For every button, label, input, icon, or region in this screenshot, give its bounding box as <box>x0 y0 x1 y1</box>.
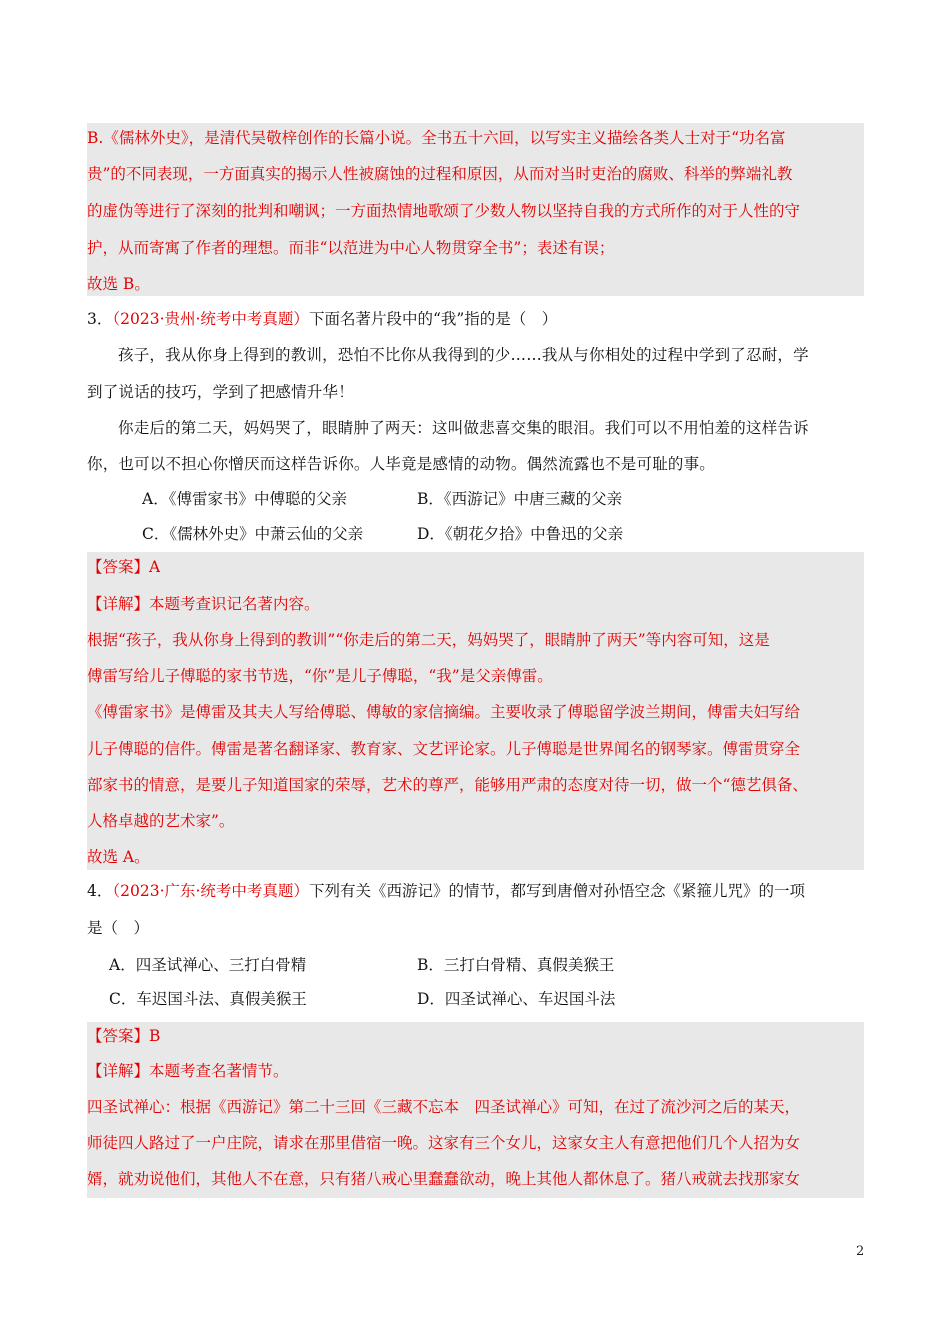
explain-line: 的虚伪等进行了深刻的批判和嘲讽；一方面热情地歌颂了少数人物以坚持自我的方式所作的对于人性的守 <box>87 202 801 220</box>
question-source: （2023·广东·统考中考真题） <box>112 882 309 900</box>
detail-label: 【详解】 <box>87 1062 150 1080</box>
answer-label: 【答案】 <box>87 1027 150 1045</box>
detail-label: 【详解】 <box>87 595 150 613</box>
explain-line: B.《儒林外史》，是清代吴敬梓创作的长篇小说。全书五十六回，以写实主义描绘各类人士对于“功名富 <box>87 129 786 147</box>
option-a: A．四圣试禅心、三打白骨精 <box>109 956 307 974</box>
question-3-stem <box>87 308 557 330</box>
passage-line: 你走后的第二天，妈妈哭了，眼睛肿了两天：这叫做悲喜交集的眼泪。我们可以不用怕羞的这样告诉 <box>118 419 809 437</box>
question-4-stem <box>87 880 805 902</box>
passage-line: 到了说话的技巧，学到了把感情升华！ <box>87 383 354 401</box>
question-4 <box>87 876 864 1016</box>
answer-block-q3 <box>87 552 864 870</box>
detail-intro: 本题考查识记名著内容。 <box>149 595 320 613</box>
question-text: 下列有关《西游记》的情节，都写到唐僧对孙悟空念《紧箍儿咒》的一项 <box>308 882 805 900</box>
conclusion-line: 故选 B。 <box>87 275 150 293</box>
option-b: B．《西游记》中唐三藏的父亲 <box>417 490 623 508</box>
question-number: 4． <box>87 882 113 900</box>
answer-line <box>87 1025 160 1047</box>
answer-value: B <box>149 1027 161 1045</box>
answer-line <box>87 556 160 578</box>
option-b: B．三打白骨精、真假美猴王 <box>417 956 615 974</box>
detail-intro: 本题考查名著情节。 <box>149 1062 289 1080</box>
question-4-stem-cont: 是（ ） <box>87 919 150 937</box>
explain-line: 护，从而寄寓了作者的理想。而非“以范进为中心人物贯穿全书”；表述有误； <box>87 239 615 257</box>
answer-value: A <box>149 558 161 576</box>
explain-line: 贵”的不同表现，一方面真实的揭示人性被腐蚀的过程和原因，从而对当时吏治的腐败、科举的弊端礼教 <box>87 165 793 183</box>
passage-line: 孩子，我从你身上得到的教训，恐怕不比你从我得到的少……我从与你相处的过程中学到了忍耐，学 <box>118 346 809 364</box>
option-a: A．《傅雷家书》中傅聪的父亲 <box>142 490 347 508</box>
explain-line: 四圣试禅心：根据《西游记》第二十三回《三藏不忘本 四圣试禅心》可知，在过了流沙河之后的某天， <box>87 1098 801 1116</box>
option-d: D．《朝花夕拾》中鲁迅的父亲 <box>417 525 624 543</box>
option-d: D．四圣试禅心、车迟国斗法 <box>417 990 616 1008</box>
explain-line: 《傅雷家书》是傅雷及其夫人写给傅聪、傅敏的家信摘编。主要收录了傅聪留学波兰期间，傅雷夫妇写给 <box>87 703 801 721</box>
detail-line <box>87 1060 289 1082</box>
option-c: C．车迟国斗法、真假美猴王 <box>109 990 307 1008</box>
detail-line <box>87 593 320 615</box>
explain-line: 婿，就劝说他们，其他人不在意，只有猪八戒心里蠢蠢欲动，晚上其他人都休息了。猪八戒就去找那家女 <box>87 1170 801 1188</box>
option-c: C．《儒林外史》中萧云仙的父亲 <box>142 525 364 543</box>
explain-line: 傅雷写给儿子傅聪的家书节选，“你”是儿子傅聪，“我”是父亲傅雷。 <box>87 667 553 685</box>
explain-line: 儿子傅聪的信件。傅雷是著名翻译家、教育家、文艺评论家。儿子傅聪是世界闻名的钢琴家。傅雷贯穿全 <box>87 740 801 758</box>
page-number: 2 <box>856 1244 865 1259</box>
explain-line: 根据“孩子，我从你身上得到的教训”“你走后的第二天，妈妈哭了，眼睛肿了两天”等内容可知，这是 <box>87 631 770 649</box>
question-number: 3． <box>87 310 113 328</box>
passage-line: 你，也可以不担心你憎厌而这样告诉你。人毕竟是感情的动物。偶然流露也不是可耻的事。 <box>87 455 716 473</box>
explain-line: 师徒四人路过了一户庄院，请求在那里借宿一晚。这家有三个女儿，这家女主人有意把他们几个人招为女 <box>87 1134 801 1152</box>
answer-label: 【答案】 <box>87 558 150 576</box>
explanation-block-b <box>87 123 864 296</box>
answer-block-q4 <box>87 1022 864 1198</box>
explain-line: 部家书的情意，是要儿子知道国家的荣辱，艺术的尊严，能够用严肃的态度对待一切，做一个“德艺俱备、 <box>87 776 808 794</box>
question-text: 下面名著片段中的“我”指的是（ ） <box>308 310 558 328</box>
question-source: （2023·贵州·统考中考真题） <box>112 310 309 328</box>
conclusion-line: 故选 A。 <box>87 848 150 866</box>
explain-line: 人格卓越的艺术家”。 <box>87 812 235 830</box>
question-3 <box>87 306 864 546</box>
